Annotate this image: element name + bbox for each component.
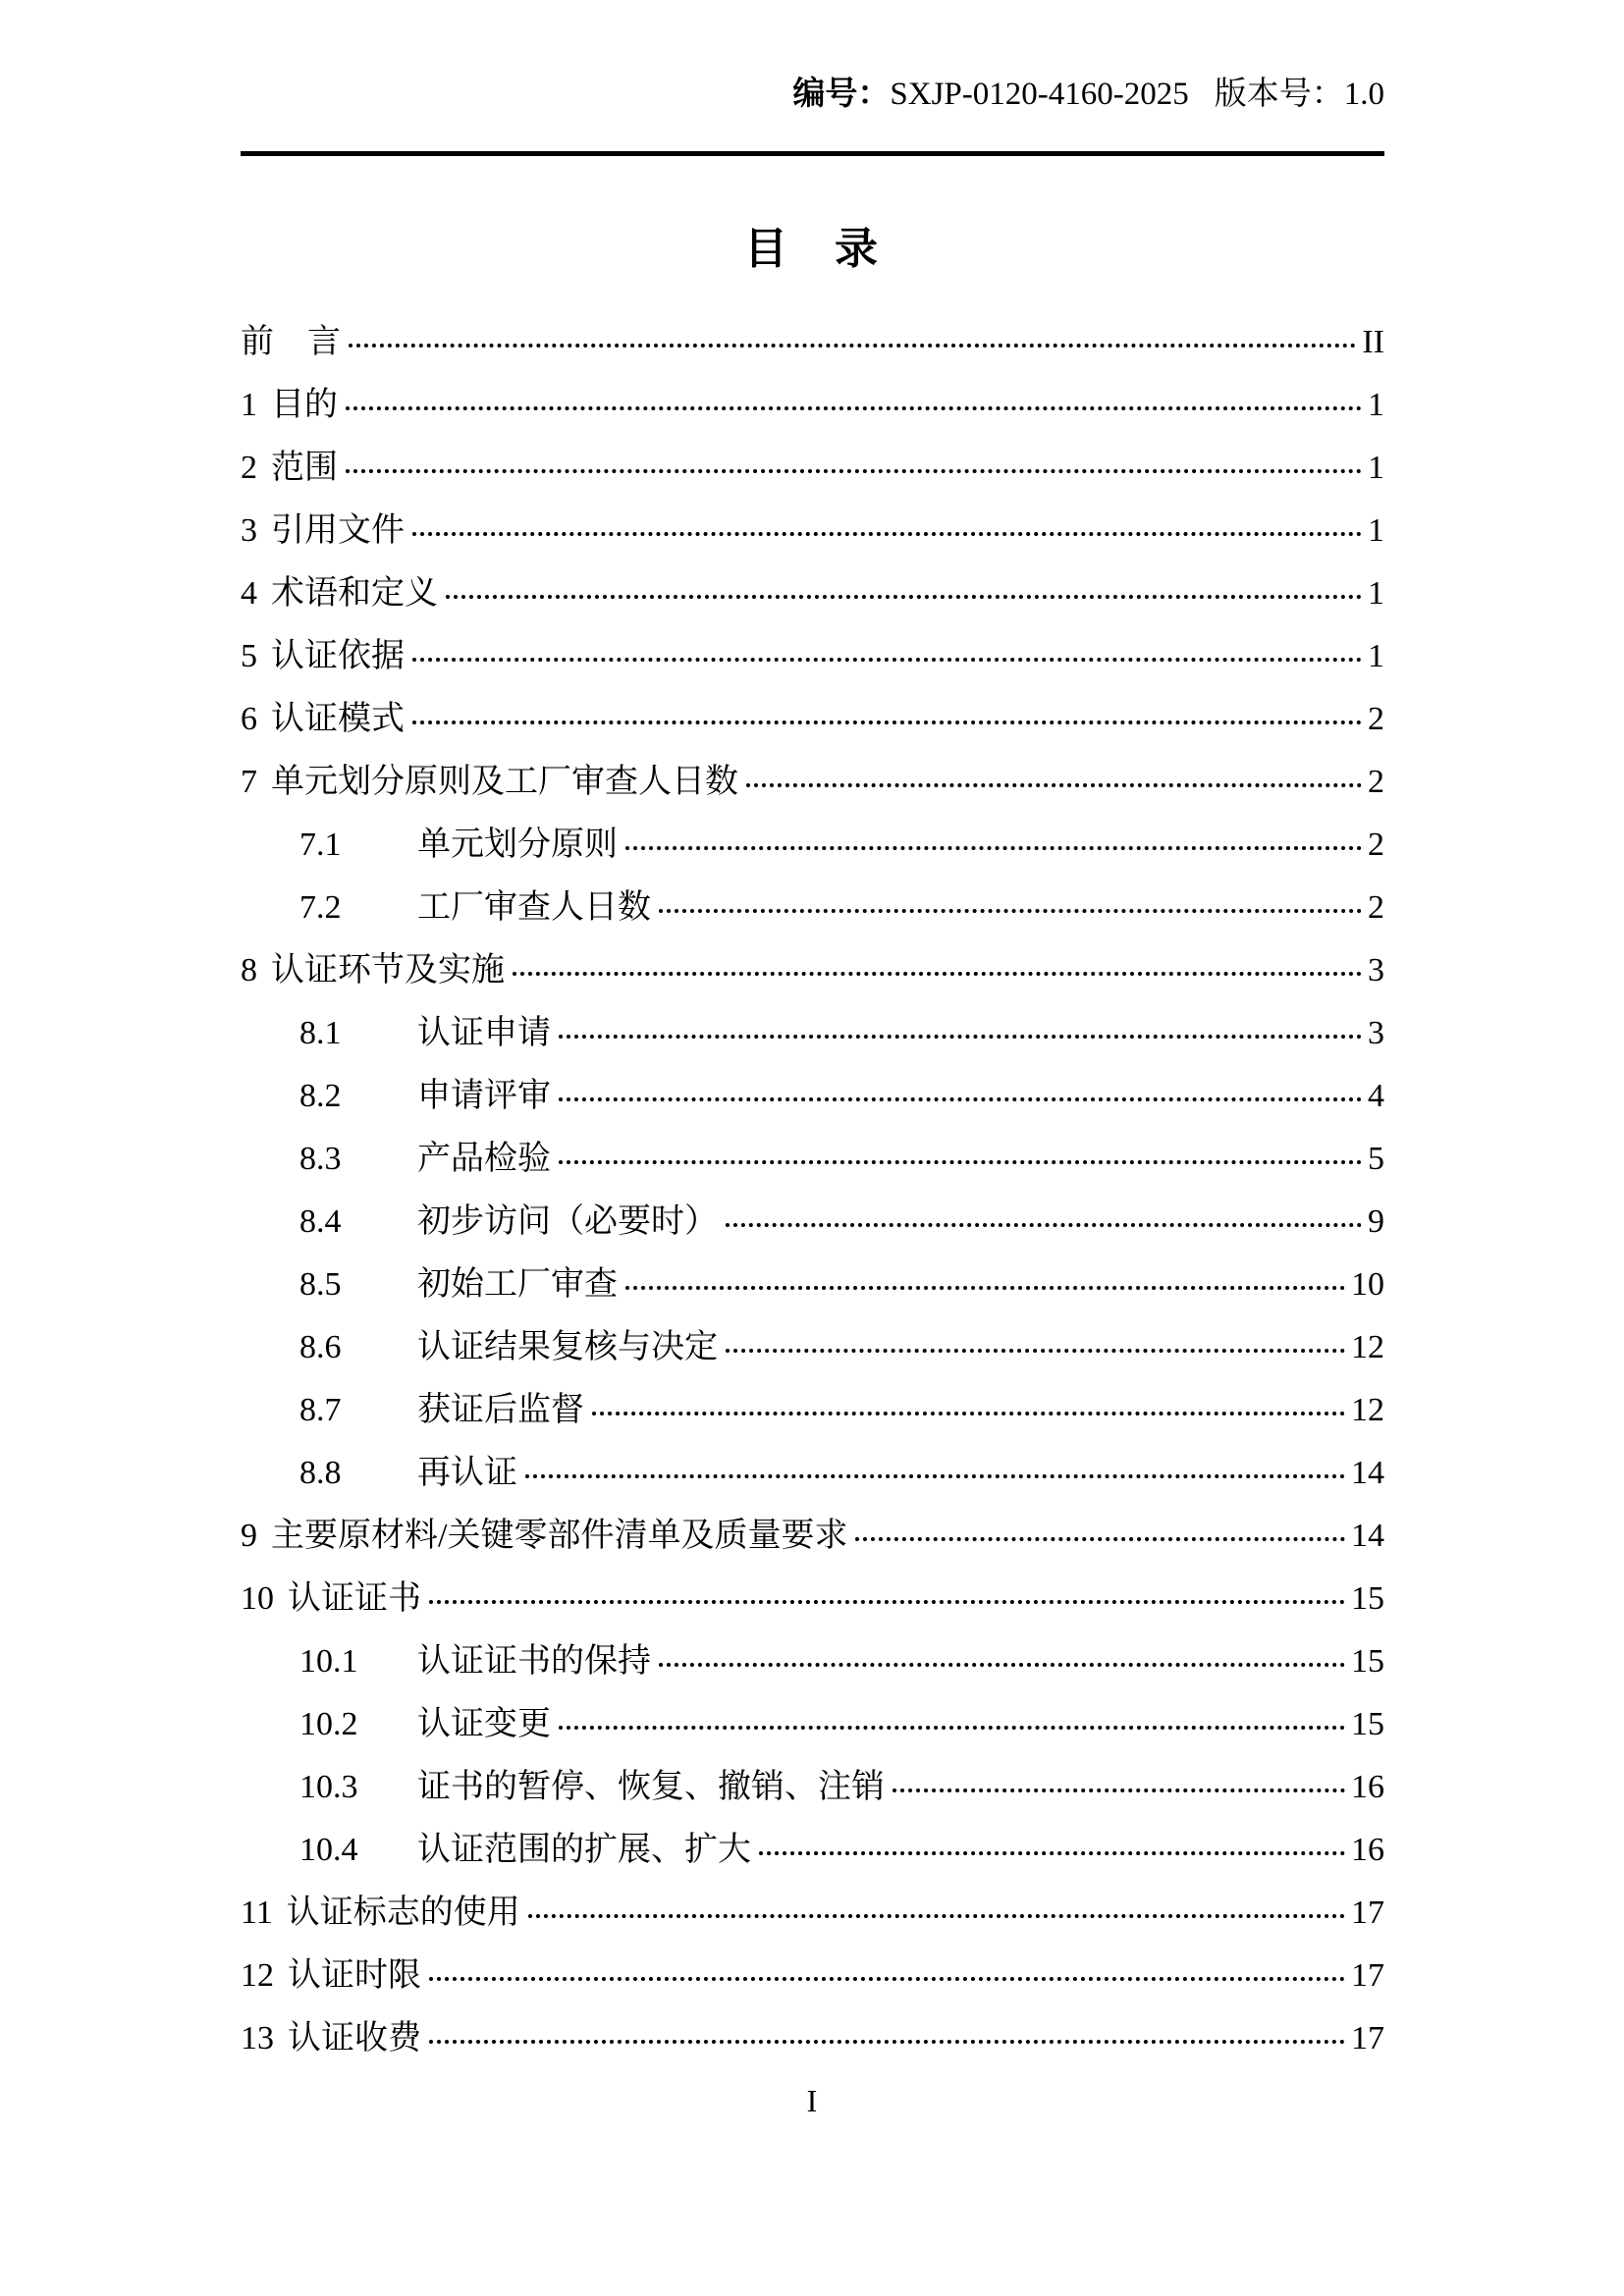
version-label: 版本号： — [1214, 77, 1344, 112]
toc-entry-page: 2 — [1368, 889, 1384, 926]
toc-entry-title: 认证范围的扩展、扩大 — [417, 1832, 751, 1868]
toc-entry-number: 7 — [241, 764, 257, 800]
toc-entry-number: 8 — [241, 952, 257, 988]
toc-entry-number: 8.6 — [299, 1329, 342, 1365]
toc-entry — [241, 374, 1384, 437]
toc-entry — [241, 1191, 1384, 1254]
toc-entry-page: 1 — [1368, 638, 1384, 674]
toc-entry-number: 13 — [241, 2020, 274, 2056]
doc-number: SXJP-0120-4160-2025 — [890, 77, 1189, 112]
dot-leader — [429, 2040, 1345, 2044]
toc-entry-page: 14 — [1351, 1518, 1384, 1554]
toc-entry-page: 3 — [1368, 952, 1384, 988]
dot-leader — [726, 1349, 1345, 1353]
dot-leader — [349, 344, 1356, 347]
toc-entry-title: 引用文件 — [271, 512, 405, 549]
toc-entry — [241, 1693, 1384, 1756]
toc-entry — [241, 1882, 1384, 1945]
toc-entry — [241, 1128, 1384, 1191]
toc-entry — [241, 437, 1384, 500]
toc-entry-number: 10.3 — [299, 1769, 358, 1805]
dot-leader — [855, 1537, 1345, 1541]
toc-entry-page: 12 — [1351, 1329, 1384, 1365]
dot-leader — [559, 1035, 1362, 1039]
toc-entry — [241, 1316, 1384, 1379]
toc-entry-number: 3 — [241, 512, 257, 549]
dot-leader — [625, 846, 1362, 850]
toc-entry — [241, 562, 1384, 625]
toc-entry-number: 7.2 — [299, 889, 342, 926]
toc-entry-number: 10.1 — [299, 1643, 358, 1680]
toc-entry — [241, 1756, 1384, 1819]
toc-entry — [241, 688, 1384, 751]
footer-page-number: I — [806, 2083, 818, 2118]
toc-entry-page: 15 — [1351, 1580, 1384, 1617]
toc-entry — [241, 939, 1384, 1002]
toc-entry-page: 16 — [1351, 1832, 1384, 1868]
toc-entry — [241, 1065, 1384, 1128]
toc-entry-page: 9 — [1368, 1203, 1384, 1240]
toc-entry-title: 单元划分原则 — [417, 827, 618, 863]
dot-leader — [346, 406, 1362, 410]
dot-leader — [559, 1726, 1345, 1730]
toc-entry — [241, 1254, 1384, 1316]
toc-entry-number: 8.7 — [299, 1392, 342, 1428]
toc-entry-title: 产品检验 — [417, 1141, 551, 1177]
toc-entry-title: 范围 — [271, 450, 338, 486]
toc-entry-page: 15 — [1351, 1643, 1384, 1680]
dot-leader — [446, 595, 1362, 599]
toc-entry-number: 8.3 — [299, 1141, 342, 1177]
toc-entry-number: 6 — [241, 701, 257, 737]
toc-entry-number: 8.8 — [299, 1455, 342, 1491]
toc-entry — [241, 311, 1384, 374]
dot-leader — [746, 783, 1362, 787]
dot-leader — [592, 1412, 1345, 1415]
toc-entry — [241, 1630, 1384, 1693]
dot-leader — [429, 1977, 1345, 1981]
toc-entry-page: 3 — [1368, 1015, 1384, 1051]
toc-entry-number: 8.2 — [299, 1078, 342, 1114]
dot-leader — [659, 909, 1362, 913]
dot-leader — [893, 1789, 1345, 1792]
dot-leader — [412, 532, 1362, 536]
toc-entry — [241, 1568, 1384, 1630]
toc-entry-number: 8.5 — [299, 1266, 342, 1303]
toc-entry — [241, 2007, 1384, 2070]
toc-entry-title: 认证申请 — [417, 1015, 551, 1051]
toc-entry — [241, 1819, 1384, 1882]
toc-entry-title: 认证环节及实施 — [271, 952, 505, 988]
toc-entry-title: 获证后监督 — [417, 1392, 584, 1428]
page-header — [241, 75, 1384, 114]
toc-list — [241, 311, 1384, 2070]
toc-entry-title: 认证结果复核与决定 — [417, 1329, 718, 1365]
toc-entry-title: 初始工厂审查 — [417, 1266, 618, 1303]
toc-entry-number: 12 — [241, 1957, 274, 1994]
toc-entry-title: 证书的暂停、恢复、撤销、注销 — [417, 1769, 885, 1805]
dot-leader — [759, 1851, 1345, 1855]
toc-entry-page: 15 — [1351, 1706, 1384, 1742]
toc-entry-title: 认证变更 — [417, 1706, 551, 1742]
toc-entry-number: 8.1 — [299, 1015, 342, 1051]
toc-entry-title: 认证证书的保持 — [417, 1643, 651, 1680]
toc-entry — [241, 1442, 1384, 1505]
toc-entry-number: 4 — [241, 575, 257, 612]
toc-entry-page: 17 — [1351, 1895, 1384, 1931]
toc-entry-number: 10 — [241, 1580, 274, 1617]
toc-entry-title: 申请评审 — [417, 1078, 551, 1114]
toc-entry-number: 9 — [241, 1518, 257, 1554]
header-divider-rule — [241, 151, 1384, 156]
page-title: 目 录 — [744, 225, 880, 273]
toc-entry-title: 认证证书 — [288, 1580, 421, 1617]
toc-entry-title: 主要原材料/关键零部件清单及质量要求 — [271, 1518, 848, 1554]
toc-entry-page: 10 — [1351, 1266, 1384, 1303]
toc-entry-page: 14 — [1351, 1455, 1384, 1491]
toc-entry — [241, 625, 1384, 688]
toc-entry-title: 再认证 — [417, 1455, 517, 1491]
toc-entry — [241, 1002, 1384, 1065]
version-value: 1.0 — [1343, 77, 1384, 112]
toc-entry-page: 1 — [1368, 450, 1384, 486]
toc-entry-page: 5 — [1368, 1141, 1384, 1177]
toc-entry-number: 7.1 — [299, 827, 342, 863]
toc-entry-title: 单元划分原则及工厂审查人日数 — [271, 764, 738, 800]
toc-entry-page: 2 — [1368, 701, 1384, 737]
toc-entry-title: 认证时限 — [288, 1957, 421, 1994]
toc-entry-page: 4 — [1368, 1078, 1384, 1114]
toc-entry-page: 12 — [1351, 1392, 1384, 1428]
dot-leader — [726, 1223, 1362, 1227]
dot-leader — [429, 1600, 1345, 1604]
toc-entry-title: 工厂审查人日数 — [417, 889, 651, 926]
toc-entry — [241, 1945, 1384, 2007]
toc-entry-page: 2 — [1368, 827, 1384, 863]
toc-entry-title: 初步访问（必要时） — [417, 1203, 718, 1240]
toc-entry-page: II — [1362, 324, 1384, 360]
toc-entry — [241, 751, 1384, 814]
dot-leader — [346, 469, 1362, 473]
toc-entry-page: 1 — [1368, 575, 1384, 612]
toc-entry-title: 认证依据 — [271, 638, 405, 674]
toc-entry-page: 1 — [1368, 387, 1384, 423]
toc-entry-title: 前 言 — [241, 324, 341, 360]
toc-entry — [241, 500, 1384, 562]
toc-entry-number: 1 — [241, 387, 257, 423]
toc-entry-number: 8.4 — [299, 1203, 342, 1240]
toc-entry — [241, 814, 1384, 877]
doc-number-label: 编号： — [792, 77, 891, 112]
toc-entry-title: 术语和定义 — [271, 575, 438, 612]
toc-entry-page: 17 — [1351, 1957, 1384, 1994]
dot-leader — [559, 1097, 1362, 1101]
dot-leader — [659, 1663, 1345, 1667]
toc-entry-title: 认证收费 — [288, 2020, 421, 2056]
toc-entry-number: 10.2 — [299, 1706, 358, 1742]
dot-leader — [513, 972, 1362, 976]
dot-leader — [625, 1286, 1345, 1290]
toc-entry — [241, 1379, 1384, 1442]
toc-entry-page: 16 — [1351, 1769, 1384, 1805]
toc-entry — [241, 877, 1384, 939]
toc-entry-page: 2 — [1368, 764, 1384, 800]
toc-entry-title: 认证模式 — [271, 701, 405, 737]
toc-entry — [241, 1505, 1384, 1568]
toc-entry-number: 5 — [241, 638, 257, 674]
dot-leader — [412, 658, 1362, 662]
toc-entry-number: 11 — [241, 1895, 273, 1931]
dot-leader — [559, 1160, 1362, 1164]
toc-entry-title: 认证标志的使用 — [286, 1895, 520, 1931]
dot-leader — [528, 1914, 1345, 1918]
toc-entry-title: 目的 — [271, 387, 338, 423]
toc-entry-number: 2 — [241, 450, 257, 486]
dot-leader — [525, 1474, 1345, 1478]
dot-leader — [412, 721, 1362, 724]
toc-entry-page: 1 — [1368, 512, 1384, 549]
toc-entry-number: 10.4 — [299, 1832, 358, 1868]
toc-entry-page: 17 — [1351, 2020, 1384, 2056]
